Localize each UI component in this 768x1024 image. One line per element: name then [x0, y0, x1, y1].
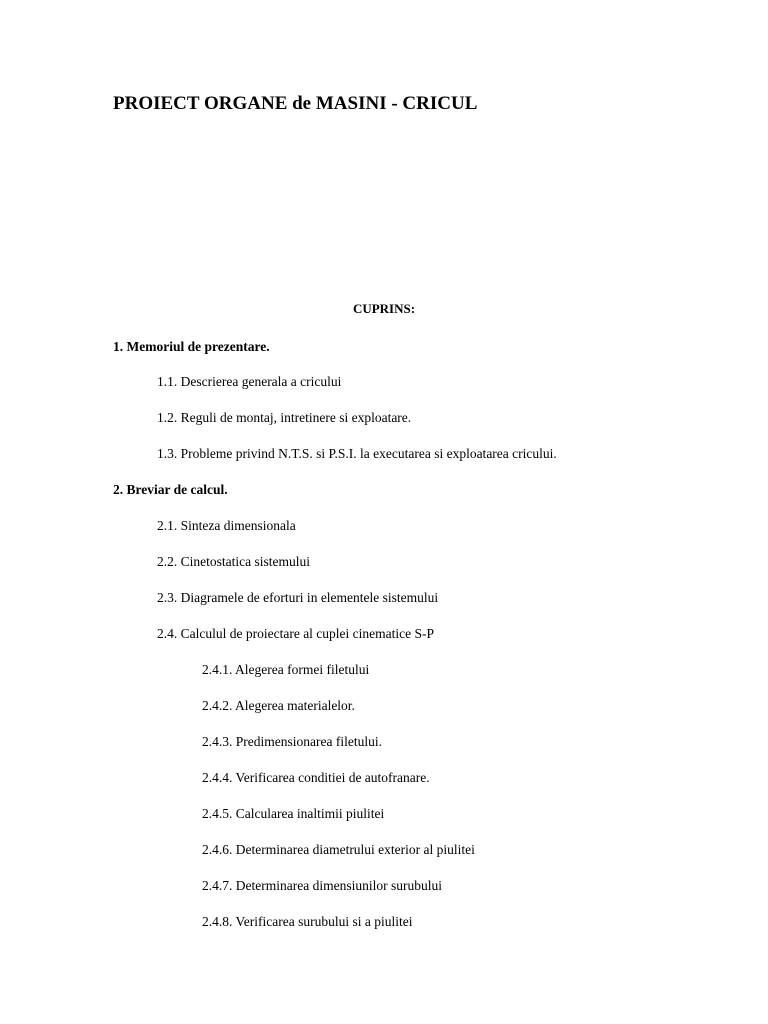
- toc-item: 2.4.4. Verificarea conditiei de autofranare.: [202, 770, 430, 785]
- toc-item: 2.4.8. Verificarea surubului si a piulitei: [202, 914, 413, 929]
- toc-item: 2.4. Calculul de proiectare al cuplei cinematice S-P: [157, 626, 435, 641]
- document-title: PROIECT ORGANE de MASINI - CRICUL: [113, 93, 478, 114]
- toc-item: 2.2. Cinetostatica sistemului: [157, 554, 310, 569]
- toc-heading: CUPRINS:: [352, 301, 416, 316]
- toc-item: 2.4.3. Predimensionarea filetului.: [202, 734, 382, 749]
- toc-item: 1. Memoriul de prezentare.: [113, 339, 270, 354]
- toc-item: 2.4.2. Alegerea materialelor.: [202, 698, 355, 713]
- toc-item: 2.3. Diagramele de eforturi in elementele sistemului: [157, 590, 439, 605]
- toc-item: 2.4.1. Alegerea formei filetului: [202, 662, 370, 677]
- toc-item: 2.4.6. Determinarea diametrului exterior al piulitei: [202, 842, 475, 857]
- toc-item: 1.3. Probleme privind N.T.S. si P.S.I. la executarea si exploatarea cricului.: [157, 446, 557, 461]
- toc-item: 1.2. Reguli de montaj, intretinere si exploatare.: [157, 410, 412, 425]
- toc-item: 2. Breviar de calcul.: [113, 482, 228, 497]
- toc-item: 2.4.7. Determinarea dimensiunilor surubului: [202, 878, 442, 893]
- toc-item: 2.4.5. Calcularea inaltimii piulitei: [202, 806, 385, 821]
- toc-item: 2.1. Sinteza dimensionala: [157, 518, 296, 533]
- toc-item: 1.1. Descrierea generala a cricului: [157, 374, 342, 389]
